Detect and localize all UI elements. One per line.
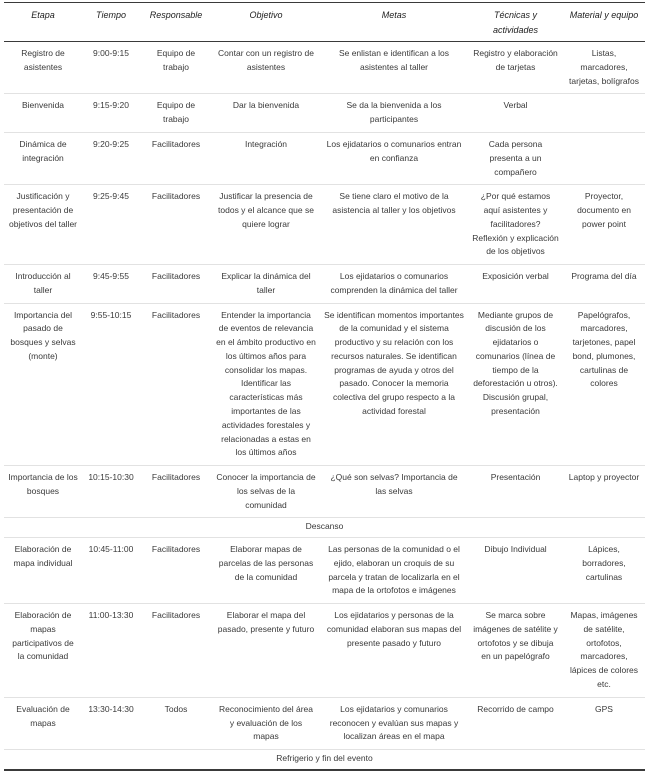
table-cell: Conocer la importancia de los selvas de la comunidad <box>212 466 320 518</box>
table-cell: GPS <box>563 697 645 749</box>
table-cell: Elaborar mapas de parcelas de las personas de la comunidad <box>212 538 320 604</box>
table-cell: Mediante grupos de discusión de los ejidatarios o comunarios (línea de tiempo de la deforestación u otros). Discusión grupal, presentación <box>468 303 563 465</box>
table-cell: Los ejidatarios o comunarios comprenden la dinámica del taller <box>320 265 468 304</box>
table-cell: Cada persona presenta a un compañero <box>468 132 563 184</box>
table-cell: Entender la importancia de eventos de relevancia en el ámbito productivo en los últimos años para consolidar los mapas. Identificar las características más importantes de las actividades forestales y relacionadas a estas en los últimos años <box>212 303 320 465</box>
table-row <box>4 303 645 465</box>
table-cell: 9:15-9:20 <box>82 94 140 133</box>
table-row <box>4 604 645 698</box>
table-row <box>4 94 645 133</box>
table-cell: Evaluación de mapas <box>4 697 82 749</box>
table-row <box>4 132 645 184</box>
table-cell: Las personas de la comunidad o el ejido, elaboran un croquis de su parcela y tratan de localizarla en el mapa de la ortofotos e imágenes <box>320 538 468 604</box>
spanned-row <box>4 518 645 538</box>
table-cell: Lápices, borradores, cartulinas <box>563 538 645 604</box>
table-cell <box>563 94 645 133</box>
table-cell: Justificar la presencia de todos y el alcance que se quiere lograr <box>212 185 320 265</box>
table-cell: 9:00-9:15 <box>93 48 129 59</box>
table-cell: Bienvenida <box>4 94 82 133</box>
table-cell: 9:45-9:55 <box>82 265 140 304</box>
table-row <box>4 42 645 94</box>
table-cell: Justificación y presentación de objetivos del taller <box>4 185 82 265</box>
column-header: Etapa <box>4 3 82 42</box>
table-cell: Facilitadores <box>140 132 212 184</box>
table-cell: Se enlistan e identifican a los asistentes al taller <box>338 48 450 72</box>
table-cell: 11:00-13:30 <box>82 604 140 698</box>
workshop-agenda-table <box>4 2 645 771</box>
table-header <box>4 3 645 42</box>
table-row <box>4 538 645 604</box>
table-cell: Elaboración de mapa individual <box>4 538 82 604</box>
table-cell: Facilitadores <box>140 185 212 265</box>
table-cell: Laptop y proyector <box>563 466 645 518</box>
table-row <box>4 697 645 749</box>
table-row <box>4 265 645 304</box>
column-header: Metas <box>320 3 468 42</box>
table-cell: Dibujo Individual <box>468 538 563 604</box>
column-header: Responsable <box>140 3 212 42</box>
table-cell: Los ejidatarios y comunarios reconocen y evalúan sus mapas y localizan áreas en el mapa <box>320 697 468 749</box>
table-cell: Facilitadores <box>140 604 212 698</box>
table-cell: Facilitadores <box>140 466 212 518</box>
table-cell: Facilitadores <box>140 538 212 604</box>
table-cell: Importancia de los bosques <box>4 466 82 518</box>
table-cell: ¿Qué son selvas? Importancia de las selvas <box>320 466 468 518</box>
table-cell: Listas, marcadores, tarjetas, bolígrafos <box>569 48 639 86</box>
table-cell: Exposición verbal <box>468 265 563 304</box>
table-cell: 13:30-14:30 <box>82 697 140 749</box>
table-cell: Programa del día <box>563 265 645 304</box>
table-cell: Presentación <box>468 466 563 518</box>
table-cell: Explicar la dinámica del taller <box>212 265 320 304</box>
column-header: Material y equipo <box>563 3 645 42</box>
column-header: Técnicas y actividades <box>468 3 563 42</box>
table-cell: Recorrido de campo <box>468 697 563 749</box>
table-cell: 9:55-10:15 <box>82 303 140 465</box>
table-cell: Proyector, documento en power point <box>563 185 645 265</box>
table-cell: Se marca sobre imágenes de satélite y ortofotos y se dibuja en un papelógrafo <box>468 604 563 698</box>
table-body <box>4 42 645 770</box>
column-header: Objetivo <box>212 3 320 42</box>
table-cell: Los ejidatarios y personas de la comunidad elaboran sus mapas del presente pasado y futuro <box>320 604 468 698</box>
table-cell: Dinámica de integración <box>4 132 82 184</box>
table-cell: Integración <box>212 132 320 184</box>
table-cell: Registro de asistentes <box>21 48 65 72</box>
table-cell: Dar la bienvenida <box>212 94 320 133</box>
header-row <box>4 3 645 42</box>
table-cell: Equipo de trabajo <box>156 48 196 72</box>
table-cell: Registro y elaboración de tarjetas <box>473 48 558 72</box>
table-cell: Introducción al taller <box>4 265 82 304</box>
table-cell: Importancia del pasado de bosques y selvas (monte) <box>4 303 82 465</box>
table-cell: Se da la bienvenida a los participantes <box>320 94 468 133</box>
column-header: Tiempo <box>82 3 140 42</box>
spanned-cell: Descanso <box>4 518 645 538</box>
table-cell: Facilitadores <box>140 265 212 304</box>
table-row <box>4 185 645 265</box>
table-cell: 9:25-9:45 <box>82 185 140 265</box>
spanned-cell: Refrigerio y fin del evento <box>4 750 645 770</box>
table-cell: Mapas, imágenes de satélite, ortofotos, marcadores, lápices de colores etc. <box>563 604 645 698</box>
table-cell: 10:45-11:00 <box>82 538 140 604</box>
table-cell: Se identifican momentos importantes de la comunidad y el sistema productivo y su relación con los recursos naturales. Se identifican programas de ayuda y otros del pasado. Conocer la memoria colectiva del grupo respecto a la actividad forestal <box>320 303 468 465</box>
table-cell: Elaboración de mapas participativos de la comunidad <box>4 604 82 698</box>
table-cell: Papelógrafos, marcadores, tarjetones, papel bond, plumones, cartulinas de colores <box>563 303 645 465</box>
table-cell: Se tiene claro el motivo de la asistencia al taller y los objetivos <box>320 185 468 265</box>
table-cell: Todos <box>140 697 212 749</box>
table-cell: 9:20-9:25 <box>82 132 140 184</box>
table-cell <box>563 132 645 184</box>
table-cell: Verbal <box>468 94 563 133</box>
table-cell: Contar con un registro de asistentes <box>218 48 314 72</box>
table-cell: Los ejidatarios o comunarios entran en confianza <box>320 132 468 184</box>
table-cell: Elaborar el mapa del pasado, presente y futuro <box>212 604 320 698</box>
table-cell: Reconocimiento del área y evaluación de los mapas <box>212 697 320 749</box>
table-cell: Equipo de trabajo <box>140 94 212 133</box>
table-cell: ¿Por qué estamos aquí asistentes y facilitadores? Reflexión y explicación de los objetivos <box>468 185 563 265</box>
spanned-row <box>4 750 645 770</box>
table-row <box>4 466 645 518</box>
table-cell: 10:15-10:30 <box>82 466 140 518</box>
table-cell: Facilitadores <box>140 303 212 465</box>
